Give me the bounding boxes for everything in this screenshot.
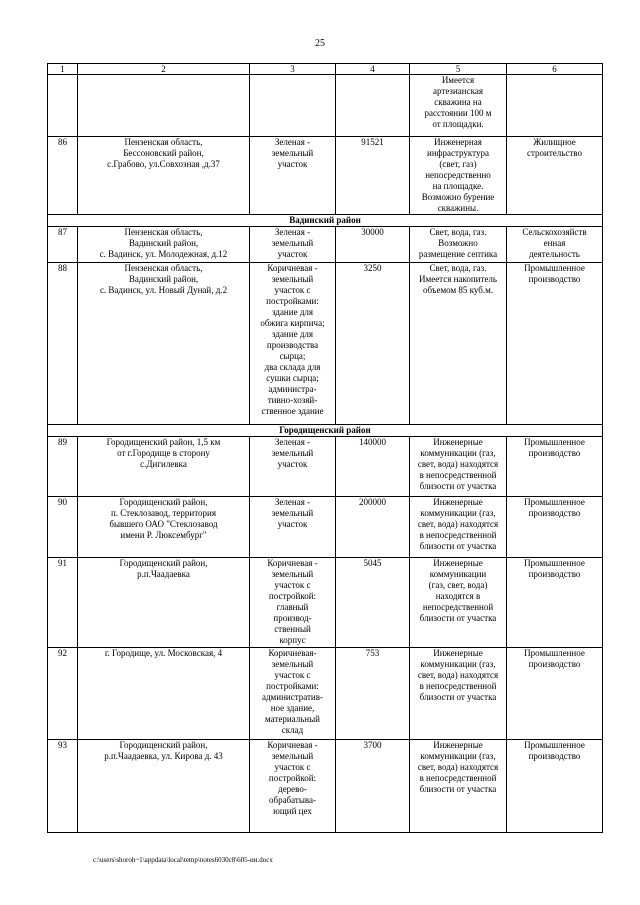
- table-cell: Инженерные коммуникации (газ, свет, вода) находятся в непосредственной близости от участка: [410, 648, 507, 740]
- table-cell: Городищенский район, р.п.Чаадаевка, ул. Кирова д. 43: [78, 740, 250, 833]
- table-cell: [507, 75, 603, 137]
- footer-file-path: c:\users\shoroh~1\appdata\local\temp\notes6030c8\605-ии.docx: [93, 856, 273, 864]
- section-title: Городищенский район: [48, 425, 603, 437]
- table-cell: Промышленное производство: [507, 263, 603, 425]
- table-cell: Промышленное производство: [507, 497, 603, 558]
- column-header: 4: [336, 64, 410, 75]
- table-cell: Зеленая - земельный участок: [250, 137, 336, 215]
- table-cell: [78, 75, 250, 137]
- table-cell: Коричневая - земельный участок с постройками: здание для обжига кирпича; здание для производства сырца; два склада для сушки сырца; администра- тивно-хозяй- ственное здание: [250, 263, 336, 425]
- table-cell: Зеленая - земельный участок: [250, 227, 336, 263]
- table-row: [48, 648, 603, 740]
- table-cell: Городищенский район, 1,5 км от г.Городище в сторону с.Дигилевка: [78, 437, 250, 497]
- table-cell: Свет, вода, газ. Имеется накопитель объемом 85 куб.м.: [410, 263, 507, 425]
- table-row: [48, 137, 603, 215]
- table-cell: Сельскохозяйств енная деятельность: [507, 227, 603, 263]
- table-cell: Коричневая - земельный участок с постройкой: дерево- обрабатыва- ющий цех: [250, 740, 336, 833]
- table-row: [48, 75, 603, 137]
- table-cell: Городищенский район, р.п.Чаадаевка: [78, 558, 250, 648]
- table-row: [48, 497, 603, 558]
- table-cell: Инженерная инфраструктура (свет, газ) непосредственно на площадке. Возможно бурение скважины.: [410, 137, 507, 215]
- table-cell: Промышленное производство: [507, 437, 603, 497]
- table-cell: 89: [48, 437, 78, 497]
- table-cell: Пензенская область, Вадинский район, с. Вадинск, ул. Молодежная, д.12: [78, 227, 250, 263]
- column-header: 5: [410, 64, 507, 75]
- table-row: [48, 740, 603, 833]
- table-cell: 93: [48, 740, 78, 833]
- table-cell: [250, 75, 336, 137]
- table-cell: 3250: [336, 263, 410, 425]
- table-cell: 91521: [336, 137, 410, 215]
- table-cell: Коричневая- земельный участок с постройками: административ- ное здание, материальный склад: [250, 648, 336, 740]
- table-cell: 92: [48, 648, 78, 740]
- table-cell: [336, 75, 410, 137]
- table-cell: Промышленное производство: [507, 648, 603, 740]
- table-cell: Инженерные коммуникации (газ, свет, вода) находятся в непосредственной близости от участка: [410, 740, 507, 833]
- section-row: [48, 425, 603, 437]
- column-header: 3: [250, 64, 336, 75]
- table-cell: 140000: [336, 437, 410, 497]
- table-cell: Городищенский район, п. Стеклозавод, территория бывшего ОАО "Стеклозавод имени Р. Люксембург": [78, 497, 250, 558]
- column-header: 2: [78, 64, 250, 75]
- table-cell: 30000: [336, 227, 410, 263]
- table-cell: 753: [336, 648, 410, 740]
- column-header: 1: [48, 64, 78, 75]
- table-cell: [48, 75, 78, 137]
- table-cell: 90: [48, 497, 78, 558]
- table-cell: Промышленное производство: [507, 558, 603, 648]
- table-cell: 87: [48, 227, 78, 263]
- table-row: [48, 227, 603, 263]
- column-header: 6: [507, 64, 603, 75]
- table-cell: Коричневая - земельный участок с постройкой: главный производ- ственный корпус: [250, 558, 336, 648]
- table-row: [48, 263, 603, 425]
- table-row: [48, 558, 603, 648]
- table-cell: Имеется артезианская скважина на расстоянии 100 м от площадки.: [410, 75, 507, 137]
- table-cell: Пензенская область, Бессоновский район, с.Грабово, ул.Совхозная ,д.37: [78, 137, 250, 215]
- table-cell: 91: [48, 558, 78, 648]
- table-cell: 3700: [336, 740, 410, 833]
- table-cell: Пензенская область, Вадинский район, с. Вадинск, ул. Новый Дунай, д.2: [78, 263, 250, 425]
- land-plots-table: [47, 63, 603, 833]
- table-cell: 86: [48, 137, 78, 215]
- table-cell: 200000: [336, 497, 410, 558]
- table-cell: 5045: [336, 558, 410, 648]
- table-cell: г. Городище, ул. Московская, 4: [78, 648, 250, 740]
- table-cell: Зеленая - земельный участок: [250, 437, 336, 497]
- column-header-row: [48, 64, 603, 75]
- table-cell: Зеленая - земельный участок: [250, 497, 336, 558]
- table-row: [48, 437, 603, 497]
- table-cell: Жилищное строительство: [507, 137, 603, 215]
- table-cell: Свет, вода, газ. Возможно размещение септика: [410, 227, 507, 263]
- page-number: 25: [315, 38, 325, 49]
- section-title: Вадинский район: [48, 215, 603, 227]
- table-cell: Промышленное производство: [507, 740, 603, 833]
- table-cell: Инженерные коммуникации (газ, свет, вода) находятся в непосредственной близости от участка: [410, 497, 507, 558]
- section-row: [48, 215, 603, 227]
- table-cell: Инженерные коммуникации (газ, свет, вода) находятся в непосредственной близости от участка: [410, 558, 507, 648]
- table-cell: Инженерные коммуникации (газ, свет, вода) находятся в непосредственной близости от участка: [410, 437, 507, 497]
- table-cell: 88: [48, 263, 78, 425]
